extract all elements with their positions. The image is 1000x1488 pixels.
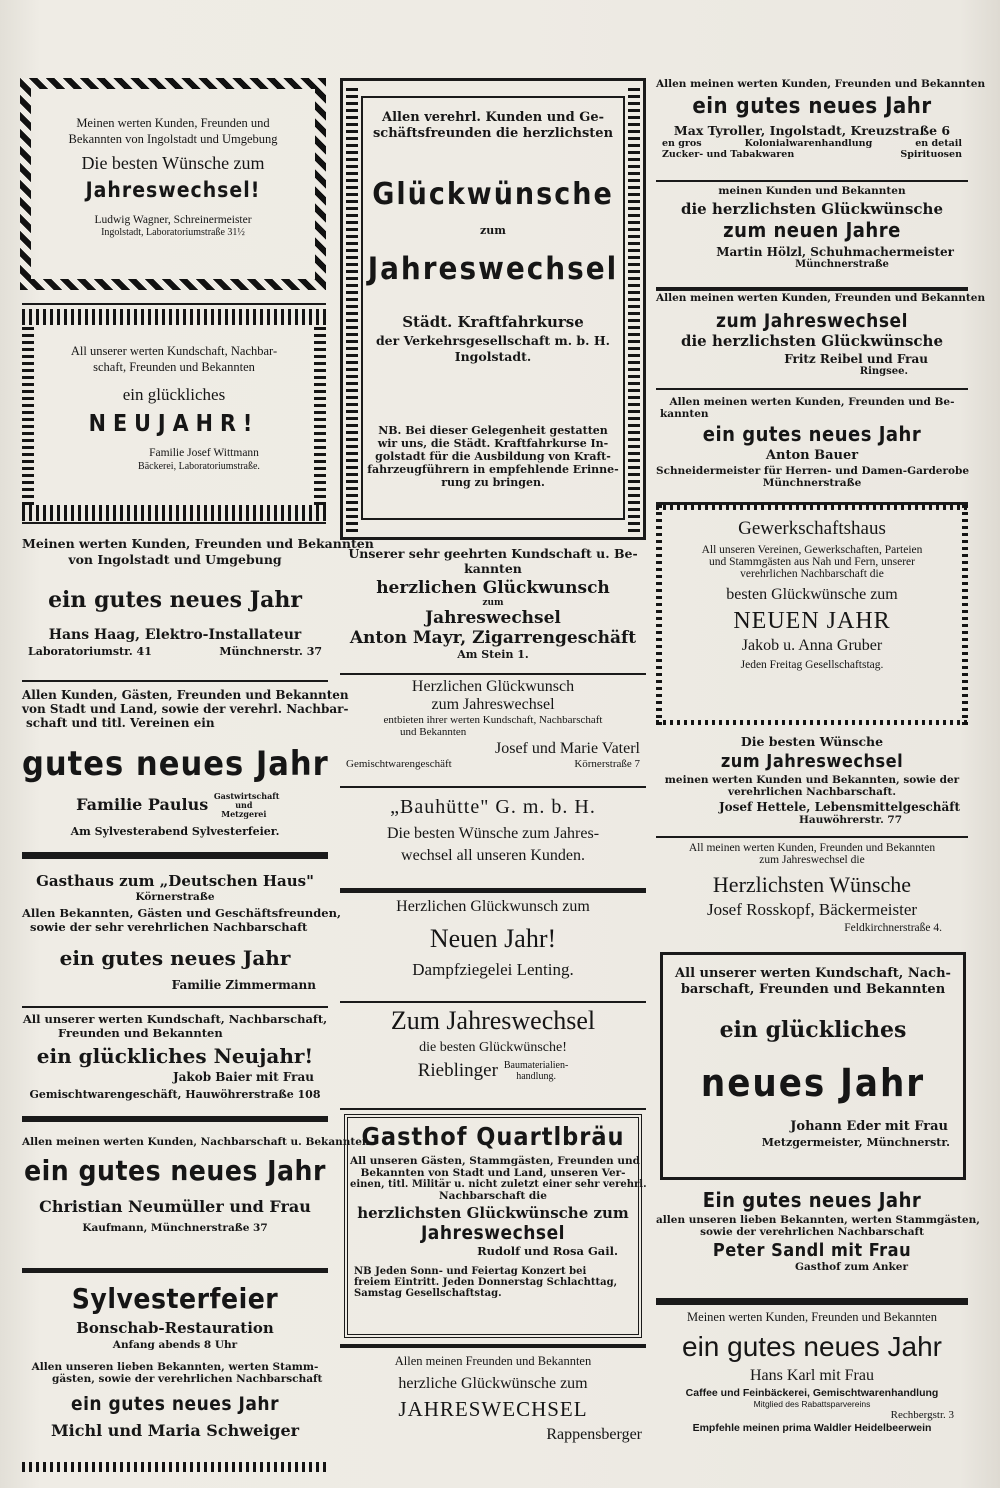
rule (340, 1108, 646, 1110)
ad-rosskopf (656, 842, 968, 944)
ad-schweiger (22, 1282, 328, 1456)
ad-wittmann (36, 330, 312, 502)
ad-text: allen unseren lieben Bekannten, werten Stammgästen, (656, 1214, 980, 1226)
ad-text: meinen werten Kunden und Bekannten, sowie der (664, 774, 960, 786)
rule (340, 1001, 646, 1003)
ad-text: herzliche Glückwünsche zum (398, 1375, 588, 1392)
rule (340, 673, 646, 675)
rule (340, 1344, 646, 1348)
ad-lenting (340, 898, 646, 998)
ad-text: Baumaterialien- (503, 1060, 569, 1071)
ad-text: von Ingolstadt und Umgebung (68, 552, 282, 567)
ad-text: Bekannten von Stadt und Land, unseren Ver- (360, 1167, 626, 1179)
ad-headline: ein gutes neues Jahr (692, 94, 932, 119)
ornament-border (22, 325, 34, 505)
ad-wagner (34, 92, 312, 276)
ornament-border (628, 86, 640, 532)
ad-text: Allen Bekannten, Gästen und Geschäftsfreunden, (22, 906, 341, 920)
ad-rappensberger (340, 1354, 646, 1460)
ad-text: von Stadt und Land, sowie der verehrl. Nachbar- (22, 702, 349, 716)
ad-text: kannten (660, 408, 709, 420)
ad-eder (664, 956, 962, 1176)
rule (340, 786, 646, 788)
ad-text: Hans Haag, Elektro-Installateur (48, 627, 302, 643)
ad-headline: Jahreswechsel! (85, 178, 261, 202)
ad-text: Dampfziegelei Lenting. (412, 960, 574, 979)
ad-text: Am Stein 1. (457, 648, 529, 661)
ad-text: Münchnerstr. 37 (219, 645, 322, 658)
ad-text: en detail (915, 138, 962, 149)
ad-text: Gemischtwarengeschäft (346, 758, 452, 770)
ad-note: NB Jeden Sonn- und Feiertag Konzert bei (354, 1266, 587, 1277)
ad-reibel (656, 292, 986, 384)
ad-text: Allen meinen Freunden und Bekannten (394, 1354, 592, 1368)
ad-text: Am Sylvesterabend Sylvesterfeier. (70, 825, 280, 838)
ad-text: All unserer werten Kundschaft, Nachbarschaft, (22, 1012, 328, 1026)
ad-text: besten Glückwünsche zum (726, 586, 898, 603)
ad-headline: Sylvesterfeier (71, 1282, 279, 1315)
ad-text: Meinen werten Kunden, Freunden und Bekannten (687, 1310, 937, 1324)
ad-headline: zum Jahreswechsel (720, 751, 904, 772)
ad-note: wir uns, die Städt. Kraftfahrkurse In- (377, 437, 609, 450)
ad-text: wechsel all unseren Kunden. (401, 847, 585, 864)
ad-text: Feldkirchnerstraße 4. (844, 922, 942, 934)
rule (22, 1268, 328, 1273)
ad-text: zum (482, 598, 504, 608)
ad-text: Martin Hölzl, Schuhmachermeister (716, 245, 954, 259)
ad-hettele (656, 734, 968, 834)
ad-sandl (656, 1188, 980, 1294)
ad-note: freiem Eintritt. Jeden Donnerstag Schlachttag, (354, 1277, 618, 1288)
ad-text: Ingolstadt, Laboratoriumstraße 31½ (101, 227, 245, 238)
ad-text: verehrlichen Nachbarschaft. (727, 786, 896, 798)
ad-paulus (22, 688, 349, 846)
ad-headline: Herzlichsten Wünsche (712, 872, 912, 897)
ad-headline: Gasthaus zum „Deutschen Haus" (36, 872, 314, 890)
ad-text: Ludwig Wagner, Schreinermeister (94, 214, 252, 226)
ad-text: Körnerstraße (135, 891, 215, 903)
ad-text: Familie Zimmermann (171, 978, 316, 992)
ad-headline: ein gutes neues Jahr (48, 587, 302, 613)
ad-text: und Stammgästen aus Nah und Fern, unserer (708, 556, 915, 568)
ad-text: Gasthof zum Anker (795, 1261, 908, 1273)
ad-text: Nachbarschaft die (439, 1190, 547, 1202)
ad-text: Körnerstraße 7 (574, 758, 640, 770)
ad-text: en gros (662, 138, 702, 149)
ad-text: Jakob u. Anna Gruber (741, 637, 883, 654)
ad-tyroller (656, 78, 986, 178)
ad-text: Bonschab-Restauration (76, 1319, 274, 1337)
rule (22, 1006, 328, 1008)
ad-headline: ein gutes neues Jahr (702, 422, 922, 446)
ad-headline: zum Jahreswechsel (716, 310, 908, 332)
ad-text: Gastwirtschaft und Metzgerei (213, 791, 280, 819)
ad-text: Laboratoriumstr. 41 (28, 645, 152, 658)
ad-headline: herzlichen Glückwunsch (376, 578, 610, 598)
ad-text: Städt. Kraftfahrkurse (402, 313, 584, 331)
ad-note: rung zu bringen. (441, 476, 545, 489)
ad-text: Schneidermeister für Herren- und Damen-Garderobe (656, 465, 970, 477)
ad-text: die besten Glückwünsche! (419, 1040, 567, 1055)
ornament-border (314, 325, 326, 505)
ad-text: Allen meinen werten Kunden, Nachbarschaft u. Bekannten (22, 1136, 370, 1148)
ad-text: Allen Kunden, Gästen, Freunden und Bekannten (22, 688, 349, 702)
ad-text: Rieblinger (417, 1060, 498, 1081)
ad-text: Anton Bauer (765, 448, 859, 463)
rule (340, 888, 646, 893)
ad-text: Meinen werten Kunden, Freunden und Bekannten (22, 536, 374, 551)
ad-headline: NEUEN JAHR (733, 608, 891, 634)
ad-text: Rappensberger (546, 1426, 642, 1443)
ad-text: Christian Neumüller und Frau (39, 1197, 311, 1216)
ad-text: Michl und Maria Schweiger (50, 1421, 300, 1440)
ad-text: einen, titl. Militär u. nicht zuletzt einer sehr verehrl. (350, 1179, 647, 1190)
ad-text: Bäckerei, Laboratoriumstraße. (138, 461, 260, 472)
ad-text: Rechbergstr. 3 (890, 1409, 954, 1421)
ad-vaterl (340, 678, 646, 782)
rule (22, 680, 328, 682)
ad-mayr (340, 546, 646, 670)
ad-text: Gemischtwarengeschäft, Hauwöhrerstraße 108 (29, 1088, 321, 1101)
ad-text: Münchnerstraße (795, 259, 889, 270)
ornament-border (22, 309, 326, 325)
ad-text: Fritz Reibel und Frau (784, 352, 928, 366)
ad-text: kannten (464, 561, 522, 576)
ad-quartlbraeu (350, 1120, 647, 1332)
ad-text: Jakob Baier mit Frau (172, 1070, 314, 1084)
rule (22, 522, 326, 524)
ad-headline: Zum Jahreswechsel (390, 1006, 596, 1035)
ad-headline: ein gutes neues Jahr (59, 946, 291, 970)
ad-text: zum (480, 224, 506, 237)
ad-hoelzl (656, 185, 968, 283)
ad-text: ein glückliches (122, 385, 226, 404)
ad-text: Meinen werten Kunden, Freunden und (76, 116, 270, 130)
ad-baier (22, 1012, 328, 1112)
rule (22, 303, 326, 305)
ad-kraftfahr (363, 98, 623, 518)
ad-headline: JAHRESWECHSEL (398, 1397, 588, 1421)
rule (656, 836, 968, 838)
ad-text: All unseren Gästen, Stammgästen, Freunden und (350, 1155, 640, 1167)
ad-text: Unserer sehr geehrten Kundschaft u. Be- (348, 546, 638, 561)
ad-text: Empfehle meinen prima Waldler Heidelbeerwein (692, 1422, 932, 1434)
ad-text: Josef und Marie Vaterl (495, 740, 640, 757)
ad-text: schäftsfreunden die herzlichsten (372, 126, 614, 141)
ad-headline: zum Jahreswechsel (431, 696, 555, 713)
ad-text: All unserer werten Kundschaft, Nach- (675, 966, 951, 981)
ad-text: Allen unseren lieben Bekannten, werten Stamm- (31, 1361, 319, 1373)
ad-note: Samstag Gesellschaftstag. (354, 1288, 502, 1299)
ad-text: Anton Mayr, Zigarrengeschäft (349, 628, 637, 648)
ad-headline: Peter Sandl mit Frau (712, 1240, 912, 1261)
ad-text: Allen meinen werten Kunden, Freunden und Be- (669, 396, 955, 408)
ad-headline: Glückwünsche (372, 177, 614, 212)
ad-headline: Jahreswechsel (367, 251, 619, 287)
ad-note: fahrzeugführern in empfehlende Erinne- (367, 463, 619, 476)
ad-text: gästen, sowie der verehrlichen Nachbarschaft (52, 1373, 323, 1385)
rule (22, 852, 328, 859)
ad-text: Spirituosen (900, 149, 962, 160)
rule (656, 180, 968, 182)
ad-text: Rudolf und Rosa Gail. (477, 1244, 618, 1258)
rule (656, 388, 968, 390)
ad-headline: herzlichsten Glückwünsche zum (357, 1204, 629, 1222)
ad-neumueller (22, 1136, 370, 1262)
ad-gewerkschaft (664, 512, 960, 718)
ad-text: schaft und titl. Vereinen ein (26, 716, 215, 730)
ad-headline: NEUJAHR! (88, 411, 260, 437)
ad-text: Anfang abends 8 Uhr (112, 1339, 238, 1351)
ad-text: Jeden Freitag Gesellschaftstag. (740, 659, 884, 671)
ad-headline: gutes neues Jahr (22, 744, 329, 784)
ad-text: Max Tyroller, Ingolstadt, Kreuzstraße 6 (673, 123, 951, 138)
ad-headline: ein glückliches (719, 1017, 907, 1043)
ad-text: Bekannten von Ingolstadt und Umgebung (68, 132, 278, 146)
ad-text: verehrlichen Nachbarschaft die (740, 568, 884, 580)
ad-headline: Jahreswechsel (425, 608, 561, 628)
ad-text: entbieten ihrer werten Kundschaft, Nachbarschaft (383, 714, 603, 726)
ad-headline: ein gutes neues Jahr (24, 1154, 326, 1187)
ad-text: Allen meinen werten Kunden, Freunden und Bekannten (656, 292, 986, 304)
ad-headline: die herzlichsten Glückwünsche (681, 200, 943, 218)
ad-headline: die herzlichsten Glückwünsche (681, 332, 943, 350)
ornament-border (656, 720, 968, 725)
ad-text: Zucker- und Tabakwaren (662, 149, 795, 160)
ad-rieblinger (340, 1006, 646, 1104)
ad-text: Herzlichen Glückwunsch zum (396, 898, 590, 915)
ad-text: Allen verehrl. Kunden und Ge- (382, 110, 604, 125)
ad-headline: Gasthof Quartlbräu (361, 1122, 625, 1151)
ad-text: Hans Karl mit Frau (750, 1367, 874, 1384)
ad-text: barschaft, Freunden und Bekannten (680, 982, 946, 997)
ornament-border (656, 505, 662, 725)
ornament-border (22, 1462, 328, 1472)
ad-text: Die besten Wünsche (740, 734, 884, 749)
ad-text: Ingolstadt. (454, 349, 532, 364)
ad-text: All meinen werten Kunden, Freunden und Bekannten (688, 842, 936, 854)
ad-headline: ein glückliches Neujahr! (36, 1044, 314, 1068)
rule (22, 1116, 328, 1122)
ad-text: und Bekannten (400, 726, 467, 738)
ad-text: Caffee und Feinbäckerei, Gemischtwarenhandlung (685, 1387, 939, 1399)
ad-headline: ein gutes neues Jahr (70, 1393, 280, 1415)
ad-text: schaft, Freunden und Bekannten (93, 360, 255, 374)
ad-headline: zum neuen Jahre (723, 218, 901, 242)
ad-haag (22, 536, 374, 664)
ad-text: Hauwöhrerstr. 77 (798, 814, 902, 826)
ornament-border (962, 505, 968, 725)
ad-karl (656, 1310, 968, 1462)
ad-text: Die besten Wünsche zum (81, 153, 265, 173)
ad-text: Ringsee. (859, 366, 908, 377)
ad-text: zum Jahreswechsel die (759, 854, 865, 866)
ad-text: Kolonialwarenhandlung (744, 138, 873, 149)
ad-headline: Neuen Jahr! (429, 924, 557, 953)
ad-note: golstadt für die Ausbildung von Kraft- (375, 450, 611, 463)
ornament-border (656, 505, 968, 510)
ad-text: Familie Josef Wittmann (149, 447, 259, 459)
ad-text: Josef Hettele, Lebensmittelgeschäft (718, 800, 960, 814)
ad-text: handlung. (516, 1071, 556, 1082)
ad-bauer (656, 396, 968, 498)
ad-headline: ein gutes neues Jahr (682, 1331, 942, 1362)
ad-deutsches-haus (22, 872, 341, 1002)
ornament-border (22, 505, 326, 521)
ad-text: Josef Rosskopf, Bäckermeister (706, 900, 918, 919)
ad-text: meinen Kunden und Bekannten (718, 185, 906, 197)
ad-note: NB. Bei dieser Gelegenheit gestatten (378, 424, 608, 437)
ad-headline: Ein gutes neues Jahr (702, 1188, 922, 1212)
ad-text: Johann Eder mit Frau (790, 1119, 948, 1134)
ad-bauhuette (340, 796, 646, 882)
ad-headline: Herzlichen Glückwunsch (411, 678, 575, 695)
ad-text: Die besten Wünsche zum Jahres- (386, 825, 600, 842)
ad-text: All unseren Vereinen, Gewerkschaften, Parteien (701, 544, 923, 556)
rule (656, 287, 968, 291)
ad-text: Familie Paulus (76, 795, 209, 814)
ad-text: Freunden und Bekannten (58, 1026, 223, 1040)
ad-text: Allen meinen werten Kunden, Freunden und Bekannten (656, 78, 986, 90)
ad-text: der Verkehrsgesellschaft m. b. H. (375, 333, 611, 348)
ad-text: sowie der sehr verehrlichen Nachbarschaft (30, 920, 308, 934)
ad-headline: Gewerkschaftshaus (738, 518, 886, 539)
ad-headline: Jahreswechsel (420, 1222, 566, 1244)
rule (656, 1298, 968, 1305)
ad-text: Metzgermeister, Münchnerstr. (761, 1136, 950, 1149)
ad-text: Kaufmann, Münchnerstraße 37 (82, 1222, 268, 1234)
ad-text: Mitglied des Rabattsparvereins (753, 1399, 871, 1409)
ad-text: All unserer werten Kundschaft, Nachbar- (70, 344, 278, 358)
ad-text: Münchnerstraße (762, 477, 862, 489)
ad-headline: „Bauhütte" G. m. b. H. (390, 796, 596, 818)
ad-text: sowie der verehrlichen Nachbarschaft (700, 1226, 924, 1238)
ad-headline: neues Jahr (700, 1061, 926, 1105)
ornament-border (346, 86, 358, 532)
